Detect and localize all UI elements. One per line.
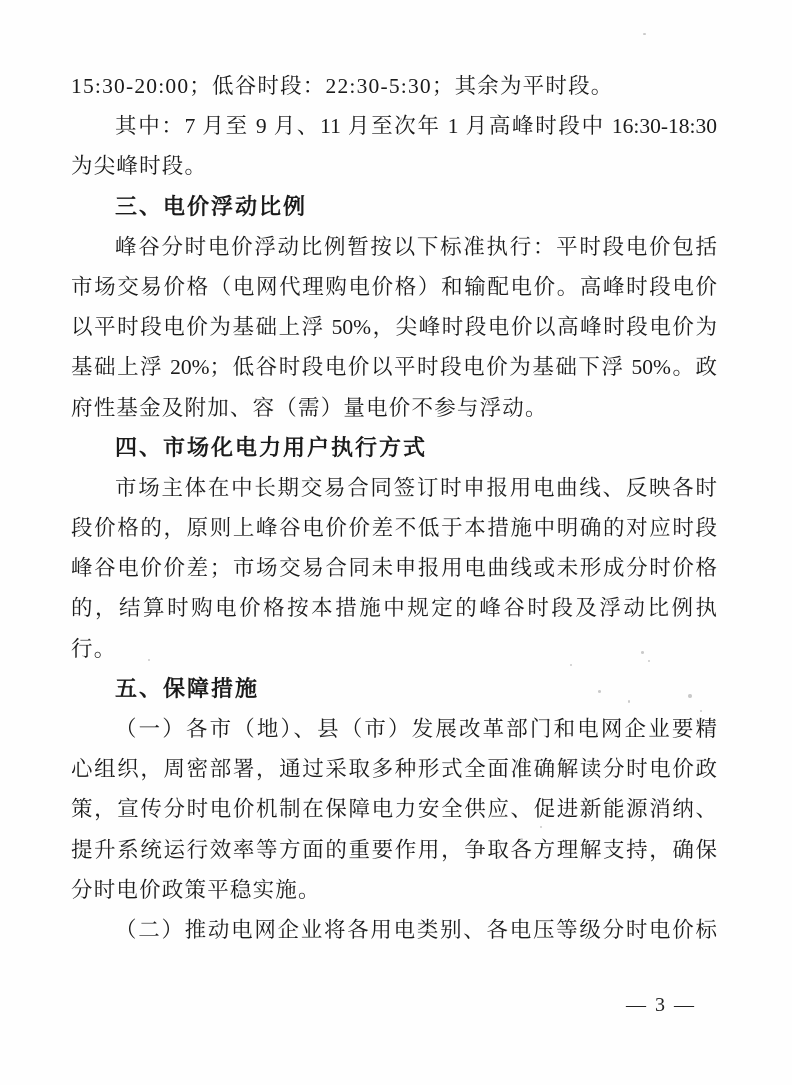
section-heading: 四、市场化电力用户执行方式 xyxy=(115,434,428,460)
text-line: 提升系统运行效率等方面的重要作用，争取各方理解支持，确保 xyxy=(71,837,717,862)
scan-speck xyxy=(570,664,572,666)
scan-speck xyxy=(148,659,150,661)
text-line: 峰谷分时电价浮动比例暂按以下标准执行：平时段电价包括 xyxy=(115,234,717,259)
text-line: 其中：7 月至 9 月、11 月至次年 1 月高峰时段中 16:30-18:30 xyxy=(115,114,717,139)
text-line: 心组织，周密部署，通过采取多种形式全面准确解读分时电价政 xyxy=(71,757,717,782)
scan-speck xyxy=(648,660,650,662)
text-line: 行。 xyxy=(71,636,117,661)
section-heading: 三、电价浮动比例 xyxy=(115,193,308,219)
text-line: （二）推动电网企业将各用电类别、各电压等级分时电价标 xyxy=(115,917,717,942)
text-line: 以平时段电价为基础上浮 50%，尖峰时段电价以高峰时段电价为 xyxy=(71,315,717,340)
scan-speck xyxy=(641,651,644,654)
text-line: （一）各市（地）、县（市）发展改革部门和电网企业要精 xyxy=(115,717,717,741)
text-line: 峰谷电价价差；市场交易合同未申报用电曲线或未形成分时价格 xyxy=(71,556,717,581)
text-line: 市场交易价格（电网代理购电价格）和输配电价。高峰时段电价 xyxy=(71,274,717,299)
text-line: 分时电价政策平稳实施。 xyxy=(71,877,321,902)
scan-speck xyxy=(643,33,646,35)
scan-speck xyxy=(598,690,601,693)
text-line: 15:30-20:00；低谷时段：22:30-5:30；其余为平时段。 xyxy=(71,74,614,98)
page-number: — 3 — xyxy=(626,994,696,1016)
text-line: 段价格的，原则上峰谷电价价差不低于本措施中明确的对应时段 xyxy=(71,516,717,541)
text-line: 策，宣传分时电价机制在保障电力安全供应、促进新能源消纳、 xyxy=(71,797,717,822)
scan-speck xyxy=(688,694,692,698)
section-heading: 五、保障措施 xyxy=(115,675,260,701)
document-body-text xyxy=(71,66,717,950)
text-line: 府性基金及附加、容（需）量电价不参与浮动。 xyxy=(71,395,548,420)
scan-speck xyxy=(700,710,702,712)
text-line: 基础上浮 20%；低谷时段电价以平时段电价为基础下浮 50%。政 xyxy=(71,355,717,380)
text-line: 的，结算时购电价格按本措施中规定的峰谷时段及浮动比例执 xyxy=(71,596,717,621)
text-line: 为尖峰时段。 xyxy=(71,154,208,179)
scan-speck xyxy=(520,838,523,841)
scan-speck xyxy=(540,826,542,828)
scan-speck xyxy=(628,700,630,703)
text-line: 市场主体在中长期交易合同签订时申报用电曲线、反映各时 xyxy=(115,475,717,500)
